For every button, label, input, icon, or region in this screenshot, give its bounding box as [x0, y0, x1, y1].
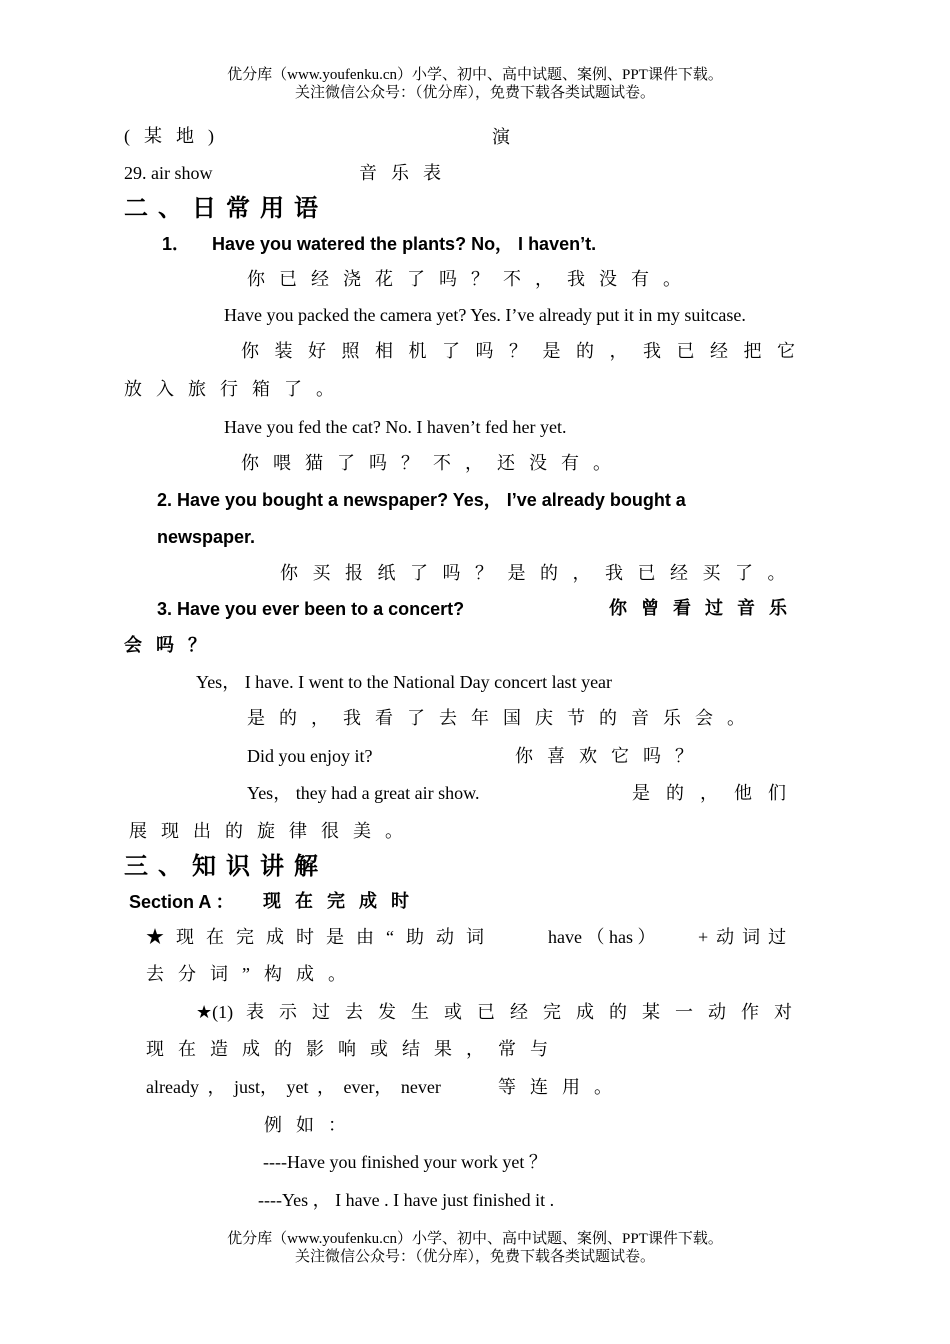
footer-line-2: 关注微信公众号：（优分库），免费下载各类试题试卷。: [294, 1249, 655, 1265]
q1-label: 1．: [162, 234, 191, 254]
q3-chinese-line-1: 你曾看过音乐: [609, 598, 801, 619]
point-1-adverbs: already ， just， yet ， ever， never: [146, 1077, 441, 1097]
q3-question-2-english: Did you enjoy it?: [247, 746, 373, 766]
rule-line-1-part-a: ★现在完成时是由“助动词: [146, 927, 496, 947]
q3-chinese-line-2: 会吗？: [124, 635, 220, 656]
header-line-1: 优分库（www.youfenku.cn）小学、初中、高中试题、案例、PPT课件下载。: [227, 67, 723, 83]
q1c-english: Have you fed the cat? No. I haven’t fed her yet.: [224, 417, 567, 437]
q3-english: 3. Have you ever been to a concert?: [157, 599, 465, 619]
point-1-marker: ★(1): [196, 1002, 234, 1022]
q3-answer-1-english: Yes， I have. I went to the National Day concert last year: [196, 672, 613, 692]
q3-answer-2-chinese-line-1: 是的，他们: [632, 783, 802, 803]
q3-question-2-chinese: 你喜欢它吗？: [515, 746, 707, 766]
rule-line-2: 去分词”构成。: [146, 964, 360, 984]
q2-english-line-2: newspaper.: [157, 527, 256, 547]
q3-answer-2-english: Yes， they had a great air show.: [247, 783, 480, 803]
point-1-line-2: 现在造成的影响或结果，常与: [146, 1039, 562, 1059]
q3-answer-2-chinese-line-2: 展现出的旋律很美。: [129, 821, 417, 841]
point-1-line-3-chinese: 等连用。: [498, 1077, 626, 1097]
q2-english-line-1: 2. Have you bought a newspaper? Yes， I’ve already bought a: [157, 490, 686, 510]
vocab-item-29-cn: 音乐表: [359, 163, 455, 183]
section-3-title: 三、知识讲解: [124, 852, 328, 880]
q3-answer-1-chinese: 是的，我看了去年国庆节的音乐会。: [247, 708, 759, 728]
rule-line-1-part-c: +动词过: [698, 927, 795, 947]
rule-line-1-part-b: have （ has ）: [548, 927, 656, 947]
q1c-chinese: 你喂猫了吗？不，还没有。: [241, 453, 625, 473]
section-a-label: Section A ：: [129, 892, 234, 912]
footer-line-1: 优分库（www.youfenku.cn）小学、初中、高中试题、案例、PPT课件下载。: [227, 1231, 723, 1247]
section-2-title: 二、日常用语: [124, 194, 328, 222]
example-answer: ----Yes ， I have . I have just finished it .: [258, 1190, 555, 1210]
q1b-english: Have you packed the camera yet? Yes. I’ve already put it in my suitcase.: [224, 305, 746, 325]
section-a-topic: 现在完成时: [263, 891, 423, 912]
q1b-chinese-line-2: 放入旅行箱了。: [124, 379, 348, 399]
vocab-item-29-en: 29. air show: [124, 163, 213, 183]
q1-chinese: 你已经浇花了吗？不，我没有。: [247, 269, 695, 289]
q1-english: Have you watered the plants? No， I haven’t.: [212, 234, 597, 254]
q1b-chinese-line-1: 你装好照相机了吗？是的，我已经把它: [241, 341, 811, 361]
example-label: 例如：: [264, 1115, 360, 1135]
vocab-item-28-cn: 演: [492, 127, 510, 147]
header-line-2: 关注微信公众号：（优分库），免费下载各类试题试卷。: [294, 85, 655, 101]
q2-chinese: 你买报纸了吗？是的，我已经买了。: [280, 563, 800, 583]
point-1-text: 表示过去发生或已经完成的某一动作对: [246, 1002, 807, 1022]
example-question: ----Have you finished your work yet ？: [263, 1152, 547, 1172]
vocab-item-28-tail: (某地): [124, 126, 228, 146]
